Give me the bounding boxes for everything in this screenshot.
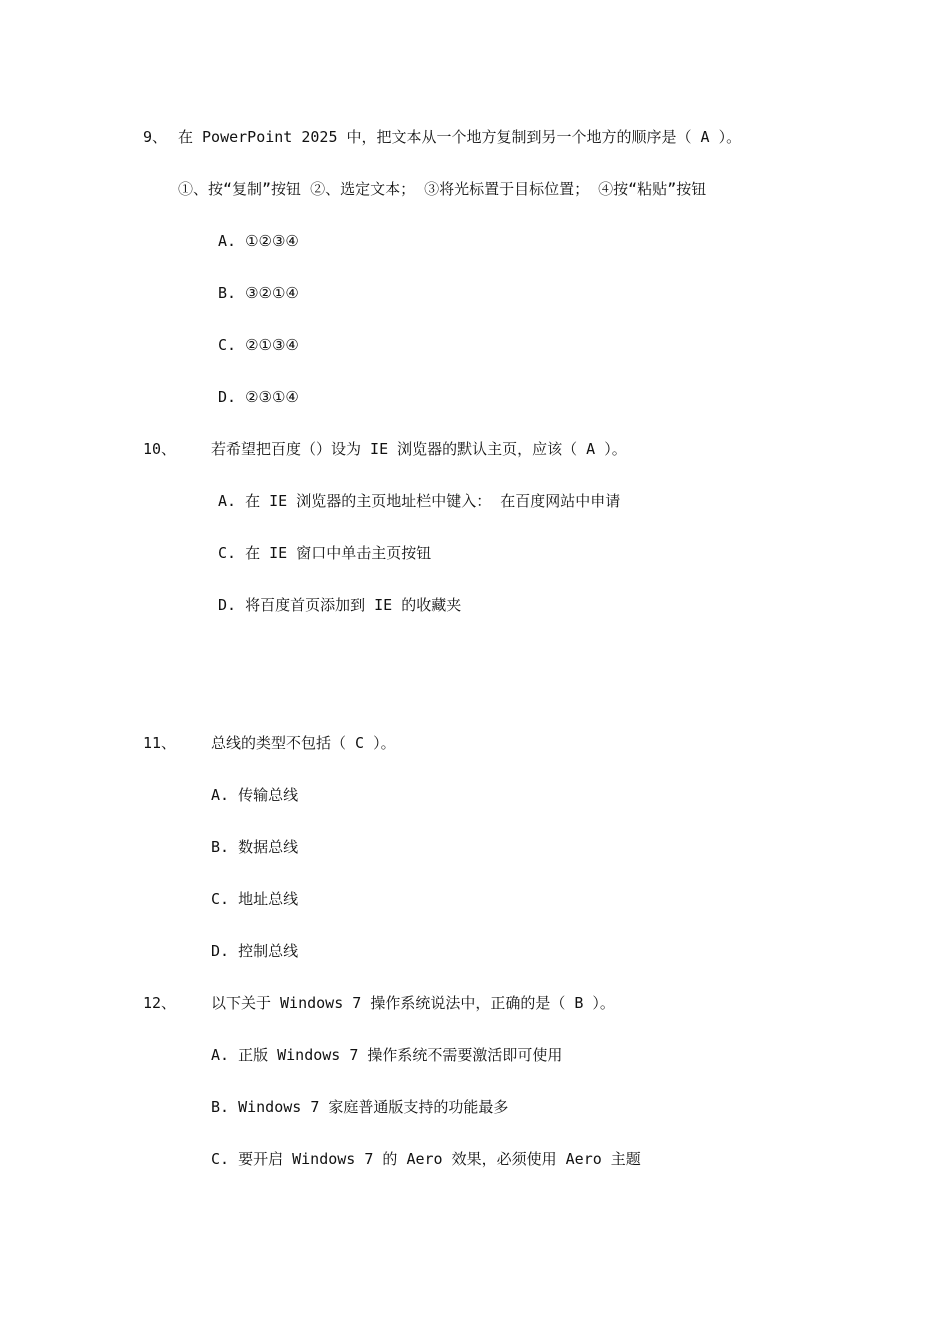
option-c: C. ②①③④ — [218, 336, 299, 354]
question-text: 若希望把百度（）设为 IE 浏览器的默认主页，应该（ A ）。 — [211, 440, 627, 458]
option-c: C. 要开启 Windows 7 的 Aero 效果，必须使用 Aero 主题 — [211, 1150, 641, 1168]
question-text: 在 PowerPoint 2025 中，把文本从一个地方复制到另一个地方的顺序是（ A ）。 — [178, 128, 742, 146]
option-a: A. 传输总线 — [211, 786, 299, 804]
question-number: 10、 — [143, 440, 177, 458]
question-number: 11、 — [143, 734, 177, 752]
question-number: 12、 — [143, 994, 177, 1012]
question-steps: ①、按“复制”按钮 ②、选定文本； ③将光标置于目标位置； ④按“粘贴”按钮 — [178, 180, 707, 198]
option-b: B. Windows 7 家庭普通版支持的功能最多 — [211, 1098, 509, 1116]
question-text: 总线的类型不包括（ C ）。 — [211, 734, 396, 752]
option-b: B. ③②①④ — [218, 284, 299, 302]
option-c: C. 在 IE 窗口中单击主页按钮 — [218, 544, 432, 562]
question-text: 以下关于 Windows 7 操作系统说法中，正确的是（ B ）。 — [211, 994, 615, 1012]
option-b: B. 数据总线 — [211, 838, 299, 856]
option-c: C. 地址总线 — [211, 890, 299, 908]
option-a: A. 在 IE 浏览器的主页地址栏中键入： 在百度网站中申请 — [218, 492, 621, 510]
option-d: D. 将百度首页添加到 IE 的收藏夹 — [218, 596, 462, 614]
question-number: 9、 — [143, 128, 168, 146]
option-a: A. ①②③④ — [218, 232, 299, 250]
option-a: A. 正版 Windows 7 操作系统不需要激活即可使用 — [211, 1046, 563, 1064]
option-d: D. 控制总线 — [211, 942, 299, 960]
option-d: D. ②③①④ — [218, 388, 299, 406]
